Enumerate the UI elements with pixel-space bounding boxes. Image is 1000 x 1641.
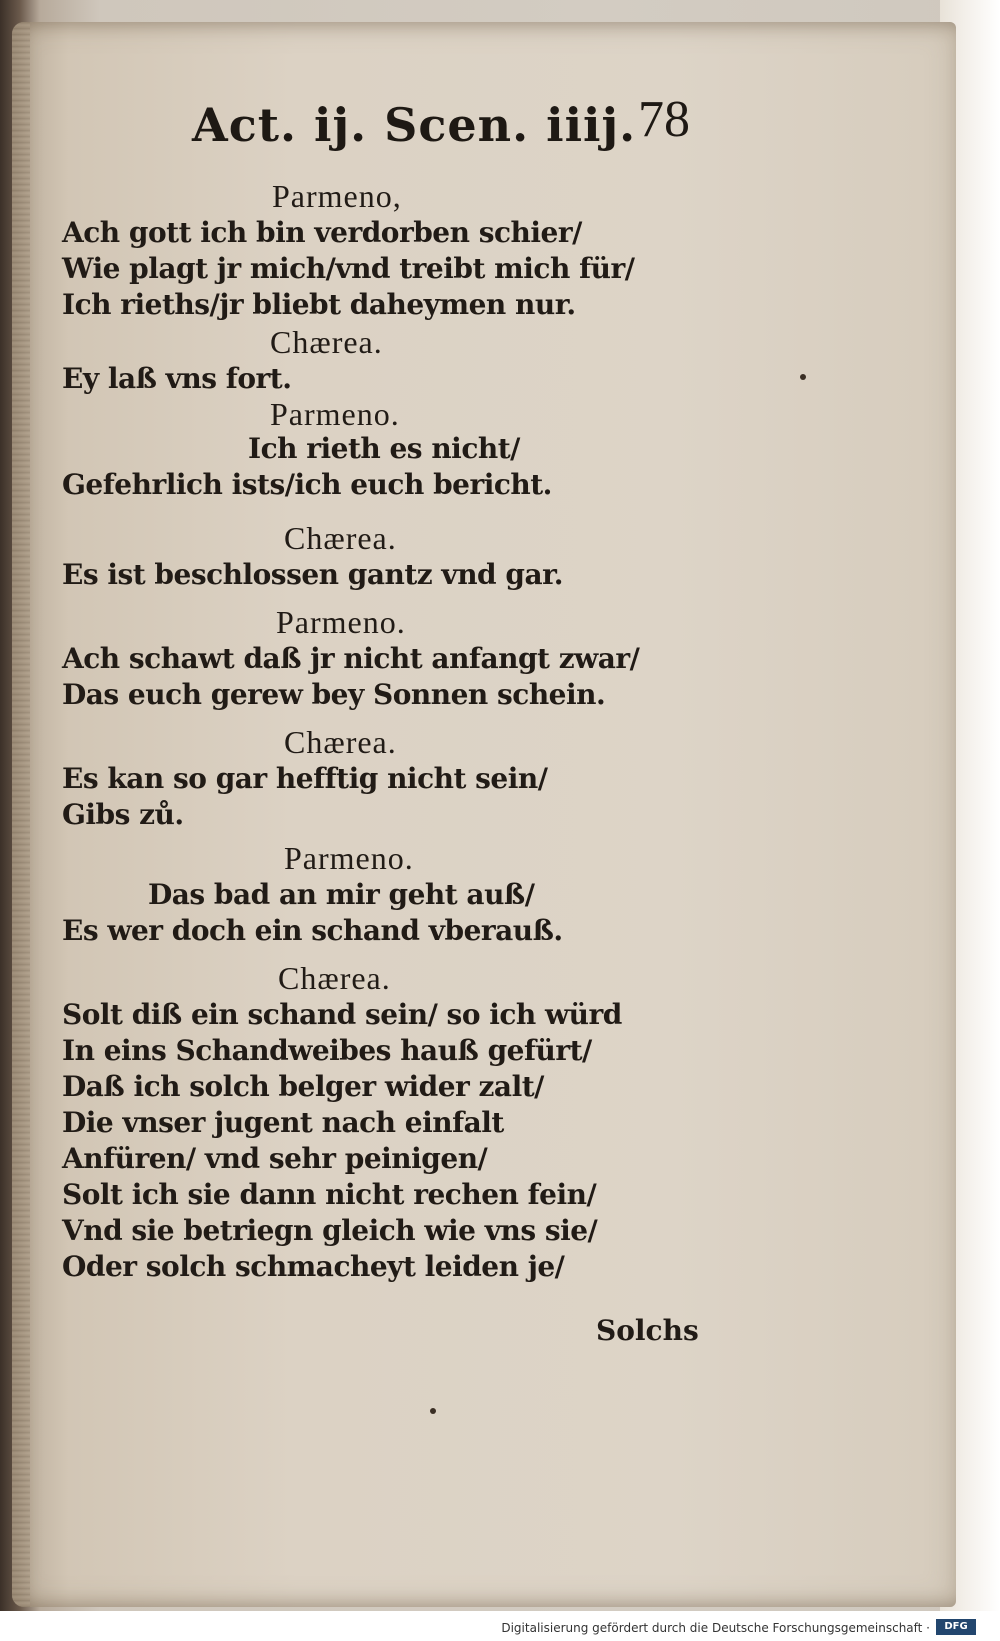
verse-line: Daß ich solch belger wider zalt/	[62, 1070, 544, 1103]
speaker-label: Chærea.	[278, 960, 391, 996]
page-gutter	[12, 22, 30, 1607]
verse-line: Ich rieth es nicht/	[248, 432, 520, 465]
ink-speck	[800, 374, 806, 380]
speaker-label: Parmeno,	[272, 178, 402, 214]
verse-line: Wie plagt jr mich/vnd treibt mich für/	[62, 252, 635, 285]
verse-line: Es wer doch ein schand vberauß.	[62, 914, 563, 947]
ink-speck	[430, 1408, 436, 1414]
verse-line: Solt ich sie dann nicht rechen fein/	[62, 1178, 597, 1211]
speaker-label: Parmeno.	[276, 604, 406, 640]
verse-line: Gibs zů.	[62, 798, 184, 831]
verse-line: Es kan so gar hefftig nicht sein/	[62, 762, 548, 795]
verse-line: Ach schawt daß jr nicht anfangt zwar/	[62, 642, 640, 675]
speaker-label: Chærea.	[284, 724, 397, 760]
verse-line: Es ist beschlossen gantz vnd gar.	[62, 558, 564, 591]
page-number: 78	[638, 91, 690, 148]
verse-line: Solt diß ein schand sein/ so ich würd	[62, 998, 622, 1031]
verse-line: Ey laß vns fort.	[62, 362, 292, 395]
verse-line: Ich rieths/jr bliebt daheymen nur.	[62, 288, 576, 321]
speaker-label: Parmeno.	[270, 396, 400, 432]
book-page	[12, 22, 956, 1607]
verse-line: Das bad an mir geht auß/	[148, 878, 535, 911]
verse-line: Vnd sie betriegn gleich wie vns sie/	[62, 1214, 598, 1247]
running-head: Act. ij. Scen. iiij.	[192, 98, 637, 152]
speaker-label: Chærea.	[284, 520, 397, 556]
page-header	[12, 90, 956, 170]
dfg-logo: DFG	[936, 1619, 976, 1635]
verse-line: Oder solch schmacheyt leiden je/	[62, 1250, 565, 1283]
verse-line: Gefehrlich ists/ich euch bericht.	[62, 468, 552, 501]
verse-line: Das euch gerew bey Sonnen schein.	[62, 678, 606, 711]
verse-line: Ach gott ich bin verdorben schier/	[62, 216, 582, 249]
catchword: Solchs	[596, 1314, 699, 1347]
verse-line: Die vnser jugent nach einfalt	[62, 1106, 504, 1139]
verse-line: Anfüren/ vnd sehr peinigen/	[62, 1142, 488, 1175]
footer-bar	[0, 1611, 1000, 1641]
speaker-label: Chærea.	[270, 324, 383, 360]
speaker-label: Parmeno.	[284, 840, 414, 876]
digitization-credit: Digitalisierung gefördert durch die Deutsche Forschungsgemeinschaft ·	[501, 1621, 930, 1635]
verse-line: In eins Schandweibes hauß gefürt/	[62, 1034, 592, 1067]
